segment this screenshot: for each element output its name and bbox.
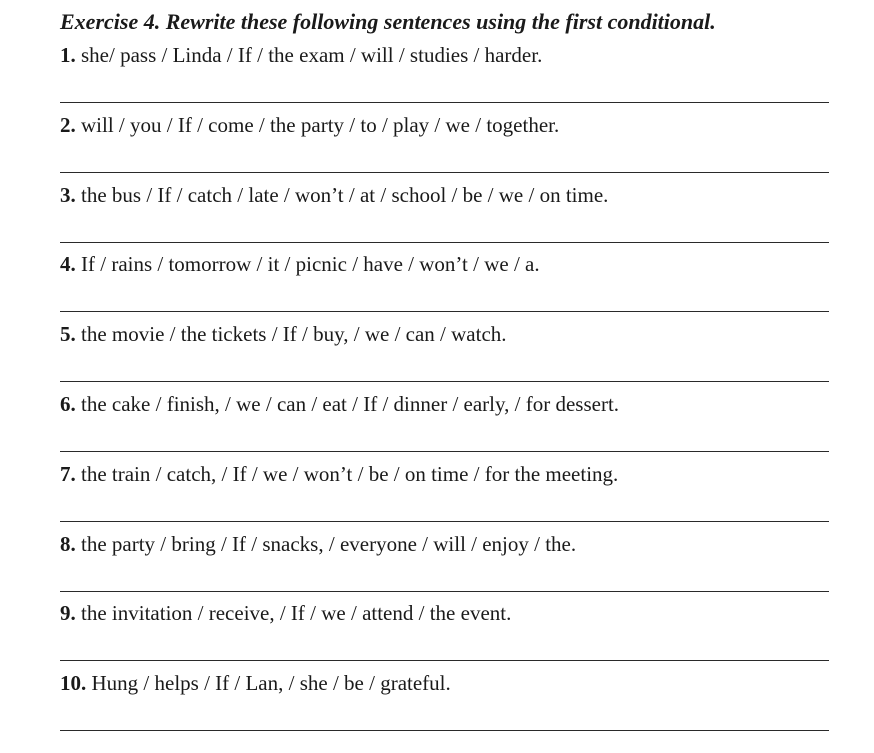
item-number: 3. [60,182,76,207]
item-text: Hung / helps / If / Lan, / she / be / grateful. [91,671,451,696]
exercise-title: Exercise 4. Rewrite these following sentences using the first conditional. [60,9,716,34]
exercise-item-1 [60,38,829,108]
item-number: 1. [60,43,76,67]
item-text: will / you / If / come / the party / to / play / we / together. [81,112,560,137]
answer-line[interactable] [60,451,829,452]
item-prompt [60,596,829,630]
item-prompt [60,527,829,561]
item-text: the movie / the tickets / If / buy, / we / can / watch. [81,322,507,347]
item-number: 2. [60,112,76,137]
exercise-item-10 [60,666,829,736]
item-text: If / rains / tomorrow / it / picnic / have / won’t / we / a. [81,252,540,277]
item-number: 8. [60,531,76,556]
exercise-item-4 [60,247,829,317]
item-number: 6. [60,391,76,416]
item-number: 7. [60,461,76,486]
item-text: she/ pass / Linda / If / the exam / will / studies / harder. [81,43,543,67]
item-text: the bus / If / catch / late / won’t / at / school / be / we / on time. [81,182,609,207]
exercise-item-5 [60,317,829,387]
exercise-item-3 [60,178,829,248]
item-prompt [60,108,829,142]
exercise-item-2 [60,108,829,178]
item-prompt [60,457,829,491]
item-prompt [60,317,829,351]
exercise-item-6 [60,387,829,457]
worksheet [60,6,829,736]
item-number: 10. [60,671,87,696]
item-number: 4. [60,252,76,277]
item-number: 9. [60,601,76,626]
item-prompt [60,178,829,212]
item-number: 5. [60,322,76,347]
answer-line[interactable] [60,591,829,592]
item-prompt [60,387,829,421]
item-prompt [60,247,829,281]
answer-line[interactable] [60,660,829,661]
answer-line[interactable] [60,381,829,382]
item-text: the party / bring / If / snacks, / everyone / will / enjoy / the. [81,531,577,556]
exercise-item-9 [60,596,829,666]
answer-line[interactable] [60,311,829,312]
answer-line[interactable] [60,730,829,731]
item-text: the cake / finish, / we / can / eat / If / dinner / early, / for dessert. [81,391,620,416]
item-prompt [60,38,829,72]
answer-line[interactable] [60,102,829,103]
item-text: the invitation / receive, / If / we / attend / the event. [81,601,512,626]
exercise-item-8 [60,527,829,597]
answer-line[interactable] [60,242,829,243]
item-text: the train / catch, / If / we / won’t / be / on time / for the meeting. [81,461,619,486]
item-prompt [60,666,829,700]
answer-line[interactable] [60,172,829,173]
exercise-item-7 [60,457,829,527]
answer-line[interactable] [60,521,829,522]
